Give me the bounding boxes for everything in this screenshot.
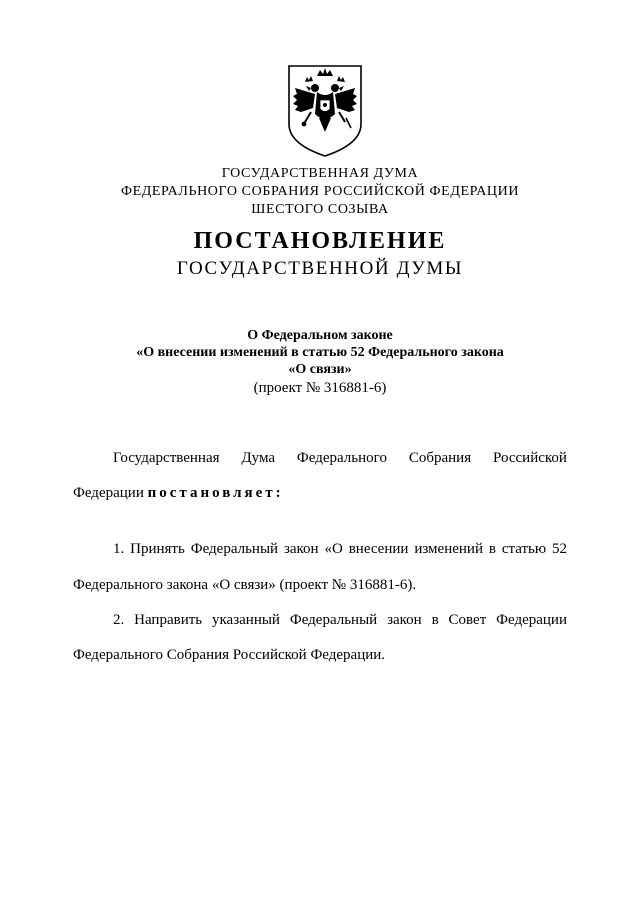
- law-title-line-3: «О связи»: [288, 362, 352, 377]
- header-line-convocation: ШЕСТОГО СОЗЫВА: [251, 202, 389, 217]
- header-line-assembly: ФЕДЕРАЛЬНОГО СОБРАНИЯ РОССИЙСКОЙ ФЕДЕРАЦИИ: [120, 184, 520, 199]
- law-title-line-1: О Федеральном законе: [247, 328, 393, 343]
- item-1-line-1: 1. Принять Федеральный закон «О внесении изменений в статью 52: [113, 541, 567, 557]
- law-title-line-2: «О внесении изменений в статью 52 Федерального закона: [136, 345, 504, 360]
- preamble-word: Российской: [493, 450, 567, 466]
- preamble-word: Дума: [241, 450, 276, 466]
- item-1-line-2: Федерального закона «О связи» (проект № 316881-6).: [73, 577, 417, 593]
- preamble-word: Собрания: [408, 450, 472, 466]
- item-2-line-1: 2. Направить указанный Федеральный закон в Совет Федерации: [113, 612, 567, 628]
- preamble-federation: Федерации: [73, 485, 144, 501]
- preamble-word: Государственная: [113, 450, 220, 466]
- preamble-line-1: [113, 449, 567, 467]
- preamble-resolves: постановляет:: [147, 485, 284, 501]
- preamble-word: Федерального: [296, 450, 387, 466]
- preamble-line-2: [73, 484, 567, 502]
- law-project-number: (проект № 316881-6): [253, 380, 387, 396]
- item-2-line-2: Федерального Собрания Российской Федерации.: [73, 647, 386, 663]
- document-subtitle: ГОСУДАРСТВЕННОЙ ДУМЫ: [176, 258, 464, 279]
- document-title: ПОСТАНОВЛЕНИЕ: [193, 228, 447, 254]
- russian-coat-of-arms-icon: [285, 62, 365, 158]
- header-line-duma: ГОСУДАРСТВЕННАЯ ДУМА: [221, 166, 419, 181]
